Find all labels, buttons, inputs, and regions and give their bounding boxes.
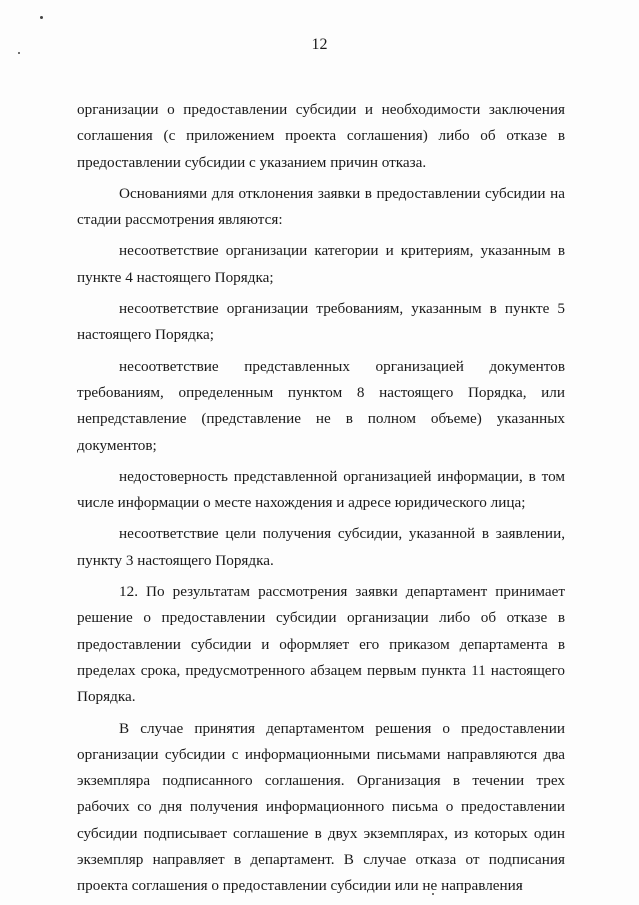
paragraph: недостоверность представленной организацией информации, в том числе информации о месте нахождения и адресе юридического лица; — [77, 467, 565, 512]
paragraph: несоответствие цели получения субсидии, указанной в заявлении, пункту 3 настоящего Порядка. — [77, 525, 565, 569]
paragraph: организации о предоставлении субсидии и необходимости заключения соглашения (с приложением проекта соглашения) либо об отказе в предоставлении субсидии с указанием причин отказа. — [77, 101, 565, 171]
paragraph: несоответствие организации требованиям, указанным в пункте 5 настоящего Порядка; — [77, 300, 565, 344]
paragraph: 12. По результатам рассмотрения заявки департамент принимает решение о предоставлении субсидии организации либо об отказе в предоставлении субсидии и оформляет его приказом департамента в пределах срока, предусмотренного абзацем первым пункта 11 настоящего Порядка. — [77, 583, 565, 706]
paragraph: В случае принятия департаментом решения о предоставлении организации субсидии с информационными письмами направляются два экземпляра подписанного соглашения. Организация в течении трех рабочих со дня получения информационного письма о предоставлении субсидии подписывает соглашение в двух экземплярах, из которых один экземпляр направляет в департамент. В случае отказа от подписания проекта соглашения о предоставлении субсидии или не направления — [77, 719, 565, 895]
body-text — [77, 97, 565, 900]
page-number: 12 — [311, 36, 328, 53]
paragraph: Основаниями для отклонения заявки в предоставлении субсидии на стадии рассмотрения являются: — [77, 184, 565, 229]
paragraph: несоответствие организации категории и критериям, указанным в пункте 4 настоящего Порядка; — [77, 242, 565, 286]
scan-speck — [40, 16, 43, 19]
paragraph: несоответствие представленных организацией документов требованиям, определенным пунктом 8 настоящего Порядка, или непредставление (представление не в полном объеме) указанных документов; — [77, 357, 565, 454]
